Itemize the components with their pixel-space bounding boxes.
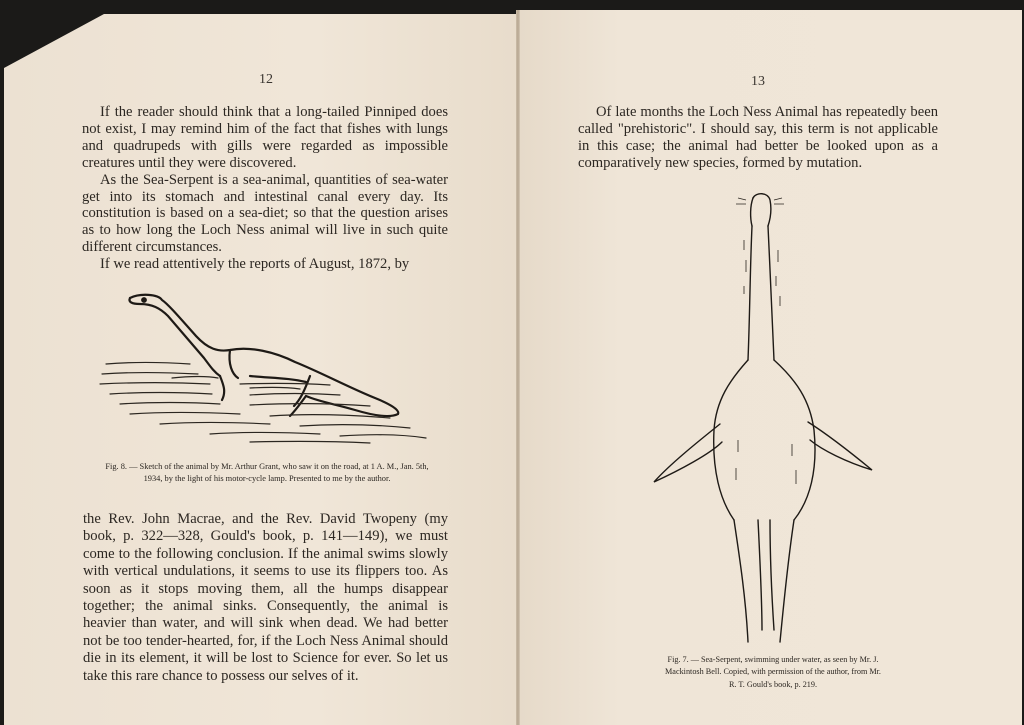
paragraph: Of late months the Loch Ness Animal has repeatedly been called "prehistoric". I should say, this term is not applicable in this case; the animal had better be looked upon as a comparatively new species, formed by mutation.: [578, 104, 938, 171]
left-text-bottom: [83, 511, 448, 685]
paragraph: If we read attentively the reports of August, 1872, by: [100, 256, 410, 273]
figure-8-sketch: [100, 292, 440, 457]
figure-7-caption: Fig. 7. — Sea-Serpent, swimming under water, as seen by Mr. J. Mackintosh Bell. Copied, with permission of the author, from Mr. R. T. Gould's book, p. 219.: [665, 655, 881, 689]
left-text-top: [82, 104, 448, 273]
paragraph: the Rev. John Macrae, and the Rev. David Twopeny (my book, p. 322—328, Gould's book, p. 141—149), we must come to the following conclusion. If the animal swims slowly with vertical undulations, it seems to use its flippers too. As soon as it stops moving them, all the humps disappear together; the animal sinks. Consequently, the animal is heavier than water, and will sink when dead. We had better not be too tender-hearted, for, if the Loch Ness Animal should die in its element, it will be lost to Science for ever. So let us take this rare chance to possess our selves of it.: [83, 511, 448, 684]
paragraph: If the reader should think that a long-tailed Pinniped does not exist, I may remind him of the fact that fishes with lungs and quadrupeds with gills were regarded as impossible creatures until they were discovered.: [82, 104, 448, 171]
book-gutter: [516, 10, 520, 725]
figure-7-sketch: [650, 190, 880, 650]
page-number-left: 12: [259, 72, 273, 87]
paragraph: As the Sea-Serpent is a sea-animal, quantities of sea-water get into its stomach and intestinal canal every day. Its constitution is based on a sea-diet; so that the question arises as to how long the Loch Ness animal will live in such quite different circumstances.: [82, 171, 448, 256]
figure-8-caption: Fig. 8. — Sketch of the animal by Mr. Arthur Grant, who saw it on the road, at 1 A. M., Jan. 5th, 1934, by the light of his motor-cycle lamp. Presented to me by the author.: [105, 462, 429, 484]
right-text: [578, 104, 938, 172]
page-number-right: 13: [751, 74, 765, 89]
